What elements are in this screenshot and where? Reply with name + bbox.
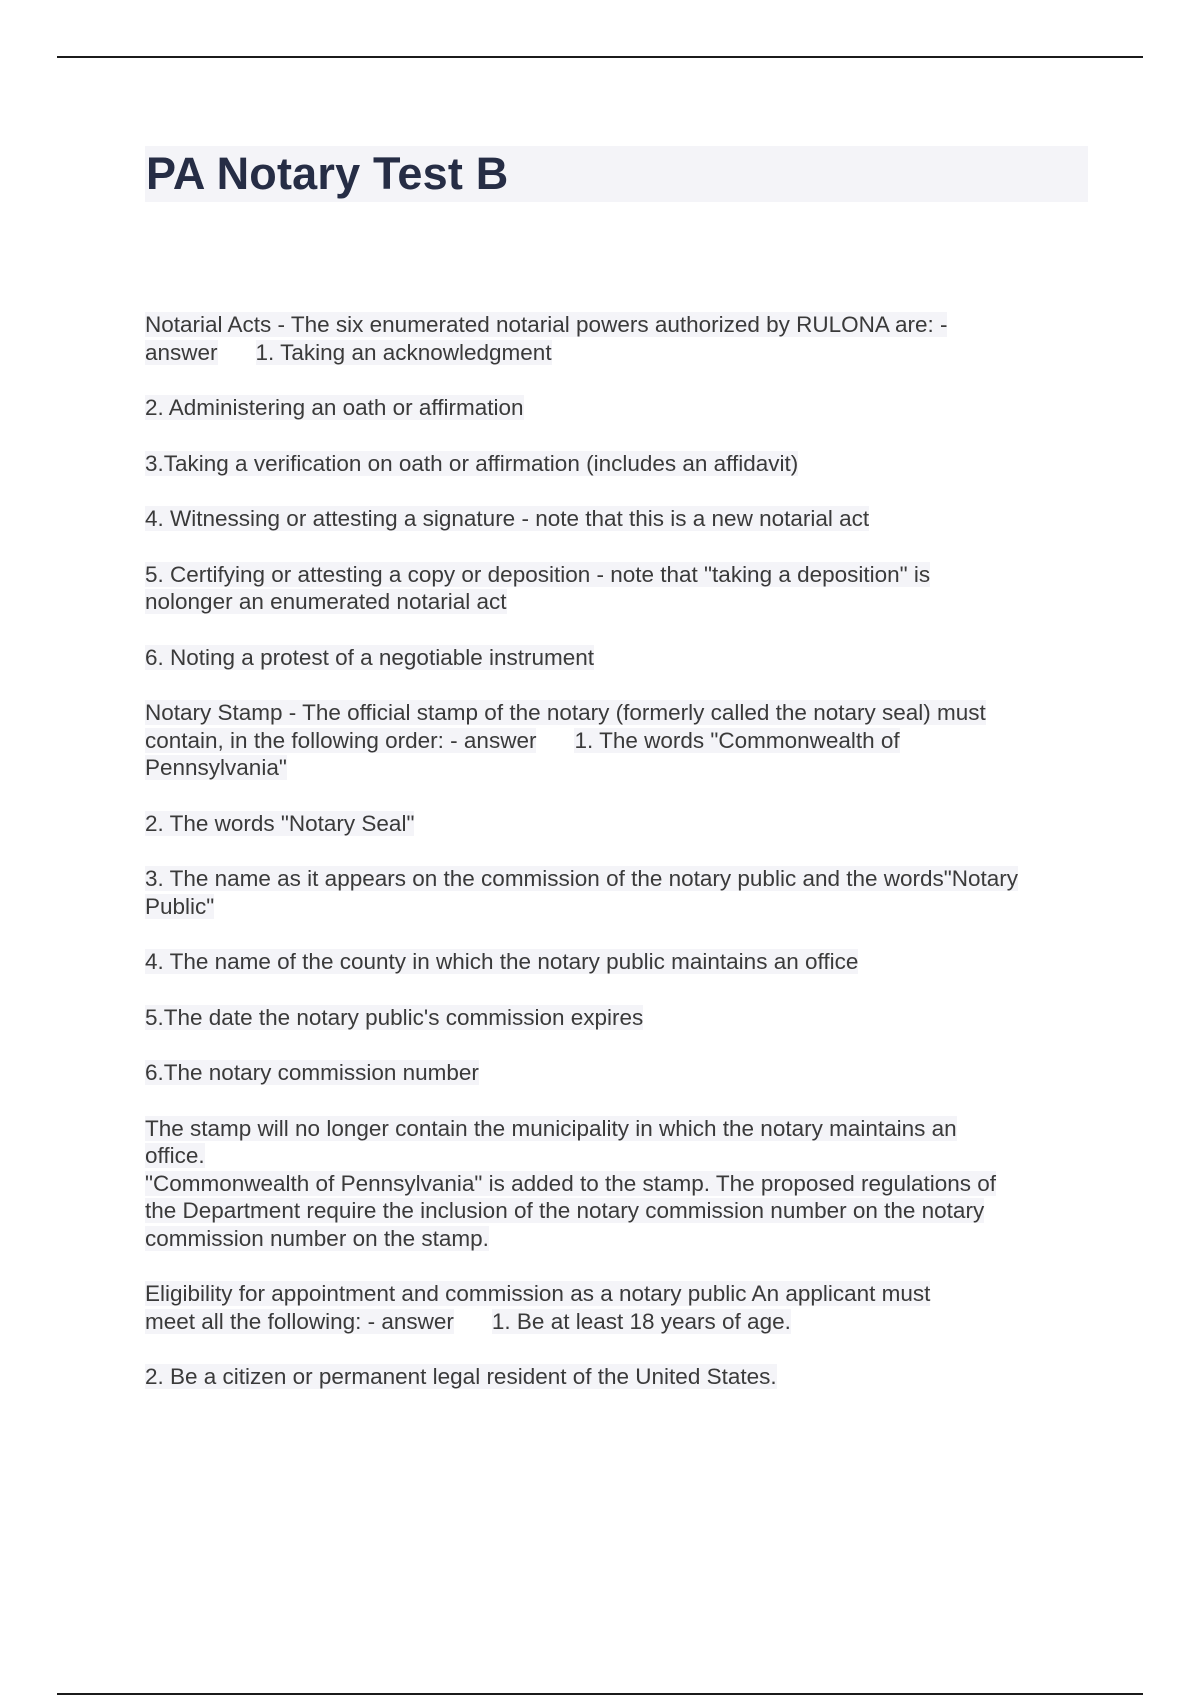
text-line: 5. Certifying or attesting a copy or deposition - note that "taking a deposition" is bbox=[145, 561, 931, 587]
text-line: Notary Stamp - The official stamp of the notary (formerly called the notary seal) must bbox=[145, 700, 986, 725]
list-item bbox=[145, 810, 1095, 838]
list-item bbox=[145, 505, 1095, 533]
list-item bbox=[145, 1059, 1095, 1087]
list-item bbox=[145, 948, 1095, 976]
list-item bbox=[145, 394, 1095, 422]
answer-label: meet all the following: - answer bbox=[145, 1308, 454, 1334]
list-item bbox=[145, 1004, 1095, 1032]
list-item bbox=[145, 561, 1095, 616]
document-body bbox=[145, 311, 1095, 1419]
top-divider bbox=[57, 56, 1143, 58]
answer-label: contain, in the following order: - answer bbox=[145, 727, 537, 753]
text-line: 6.The notary commission number bbox=[145, 1060, 479, 1085]
text-line: 2. Administering an oath or affirmation bbox=[145, 395, 524, 420]
text-line: the Department require the inclusion of the notary commission number on the notary bbox=[145, 1198, 985, 1223]
text-line: Eligibility for appointment and commission as a notary public An applicant must bbox=[145, 1281, 931, 1306]
answer-text: 1. Taking an acknowledgment bbox=[255, 339, 552, 365]
text-line: The stamp will no longer contain the municipality in which the notary maintains an bbox=[145, 1115, 957, 1141]
text-line: Notarial Acts - The six enumerated notarial powers authorized by RULONA are: - bbox=[145, 312, 948, 337]
list-item bbox=[145, 865, 1095, 920]
answer-label: answer bbox=[145, 339, 218, 365]
list-item bbox=[145, 644, 1095, 672]
paragraph-eligibility bbox=[145, 1280, 1095, 1335]
text-line: 5.The date the notary public's commission expires bbox=[145, 1004, 644, 1030]
text-line: 4. Witnessing or attesting a signature - note that this is a new notarial act bbox=[145, 506, 870, 531]
paragraph-stamp-notes bbox=[145, 1115, 1095, 1253]
text-line: 6. Noting a protest of a negotiable instrument bbox=[145, 644, 595, 670]
list-item bbox=[145, 450, 1095, 478]
text-line: 3. The name as it appears on the commission of the notary public and the words"Notary bbox=[145, 866, 1019, 891]
text-line: 2. Be a citizen or permanent legal resident of the United States. bbox=[145, 1364, 777, 1389]
answer-text: 1. The words "Commonwealth of bbox=[574, 727, 900, 753]
text-line: office. bbox=[145, 1143, 205, 1168]
paragraph-notary-stamp bbox=[145, 699, 1095, 782]
text-line: Pennsylvania" bbox=[145, 755, 287, 780]
bottom-divider bbox=[57, 1693, 1143, 1695]
text-line: 4. The name of the county in which the notary public maintains an office bbox=[145, 949, 859, 974]
text-line: commission number on the stamp. bbox=[145, 1225, 489, 1251]
list-item bbox=[145, 1363, 1095, 1391]
text-line: 2. The words "Notary Seal" bbox=[145, 810, 415, 836]
text-line: nolonger an enumerated notarial act bbox=[145, 589, 507, 614]
page-title: PA Notary Test B bbox=[146, 148, 509, 199]
text-line: 3.Taking a verification on oath or affirmation (includes an affidavit) bbox=[145, 450, 799, 476]
text-line: Public" bbox=[145, 893, 215, 919]
text-line: "Commonwealth of Pennsylvania" is added to the stamp. The proposed regulations of bbox=[145, 1170, 997, 1196]
paragraph-notarial-acts bbox=[145, 311, 1095, 366]
answer-text: 1. Be at least 18 years of age. bbox=[491, 1308, 791, 1334]
